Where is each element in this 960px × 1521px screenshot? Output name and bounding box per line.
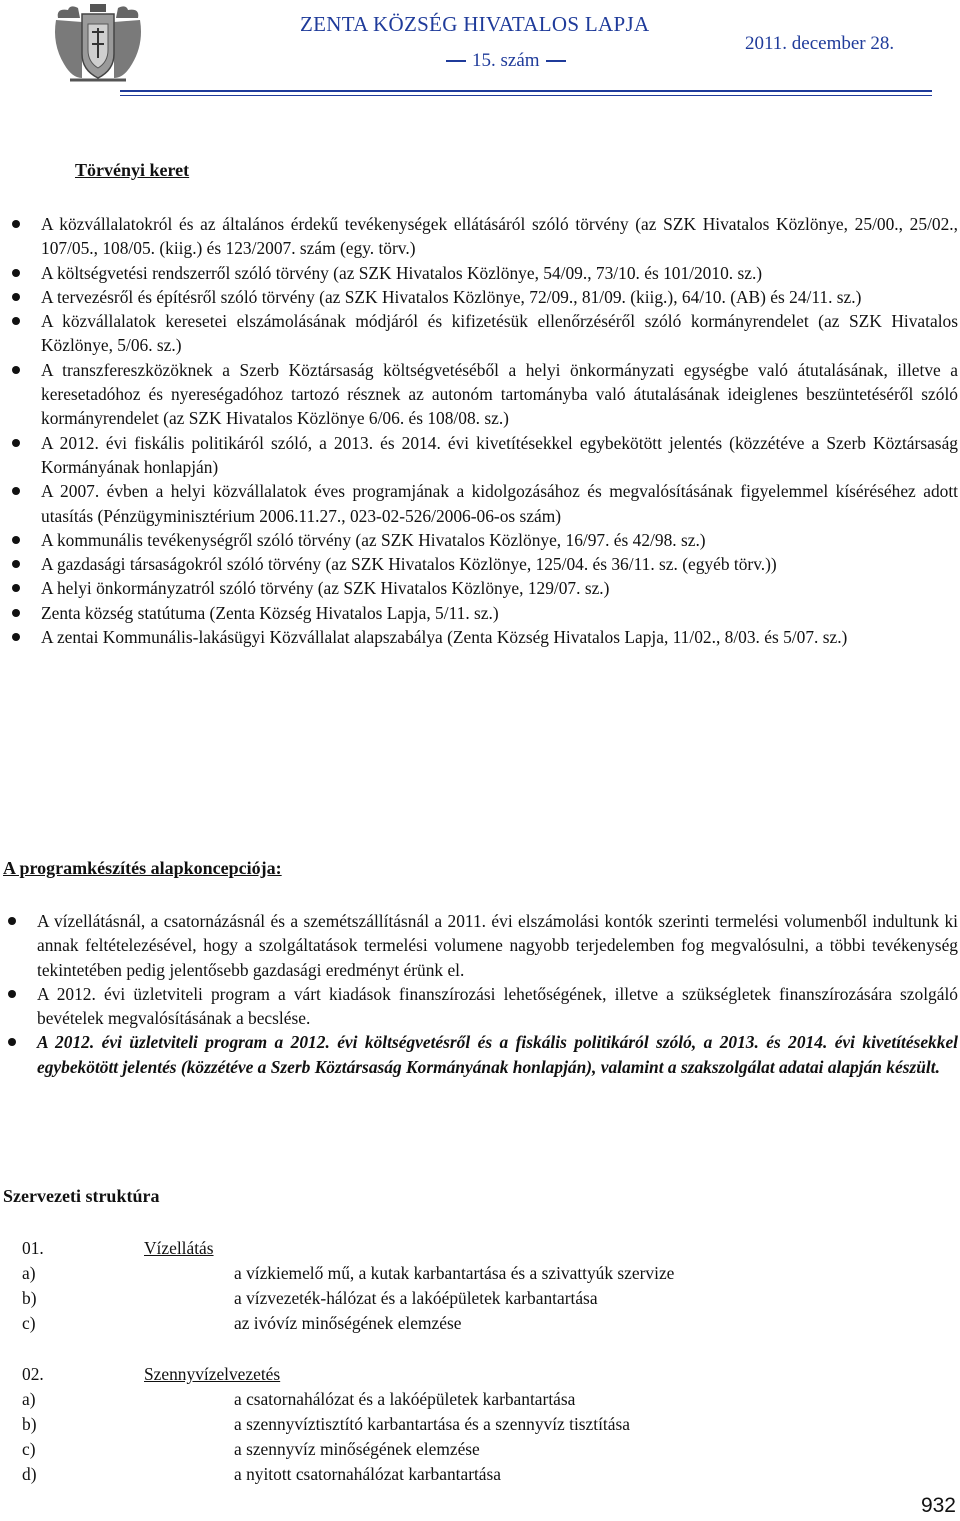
list-item: A 2012. évi üzletviteli program a 2012. évi költségvetésről és a fiskális politikáról szóló, a 2013. és 2014. évi kivetítésekkel egybekötött jelentés (közzétéve a Szerb Köztársaság Kormányának honlapján), valamint a szakszolgálat adatai alapján készült.	[37, 1030, 958, 1079]
list-item: A helyi önkormányzatról szóló törvény (az SZK Hivatalos Közlönye, 129/07. sz.)	[41, 576, 958, 600]
list-item: A kommunális tevékenységről szóló törvény (az SZK Hivatalos Közlönye, 16/97. és 42/98. sz.)	[41, 528, 958, 552]
bullet-icon	[12, 293, 20, 301]
coat-of-arms-icon	[52, 4, 144, 86]
heading-program-concept: A programkészítés alapkoncepciója:	[3, 858, 282, 878]
concept-list	[37, 909, 958, 1079]
heading-legal-framework: Törvényi keret	[75, 160, 190, 180]
header-date: 2011. december 28.	[745, 33, 895, 54]
bullet-icon	[12, 487, 20, 495]
header-rule-thin	[120, 95, 932, 96]
bullet-icon	[8, 1038, 16, 1046]
list-item: A 2012. évi fiskális politikáról szóló, a 2013. és 2014. évi kivetítésekkel egybekötött jelentés (közzétéve a Szerb Köztársaság Kormányának honlapján)	[41, 431, 958, 480]
bullet-icon	[12, 560, 20, 568]
list-item: A transzfereszközöknek a Szerb Köztársaság költségvetéséből a helyi önkormányzati egységbe való átutalásának, illetve a keresetadóhoz és nyereségadóhoz tartozó résznek az autonóm tartományba való átutalásának ideiglenes beszüntetéséről szóló kormányrendelet (az SZK Hivatalos Közlönye 6/06. és 108/08. sz.)	[41, 358, 958, 431]
group-number: 02.	[22, 1364, 44, 1384]
list-item: Zenta község statútuma (Zenta Község Hivatalos Lapja, 5/11. sz.)	[41, 601, 958, 625]
list-item: A 2012. évi üzletviteli program a várt kiadások finanszírozási lehetőségének, illetve a szükségletek finanszírozására szolgáló bevételek megvalósításának a becslése.	[37, 982, 958, 1031]
bullet-icon	[8, 917, 16, 925]
page-header	[0, 0, 960, 100]
bullet-icon	[12, 609, 20, 617]
list-item: A költségvetési rendszerről szóló törvény (az SZK Hivatalos Közlönye, 54/09., 73/10. és 101/2010. sz.)	[41, 261, 958, 285]
heading-org-structure: Szervezeti struktúra	[3, 1186, 160, 1206]
header-issue	[440, 50, 572, 72]
bullet-icon	[12, 366, 20, 374]
list-item: A közvállalatok keresetei elszámolásának módjáról és kifizetésük ellenőrzéséről szóló kormányrendelet (az SZK Hivatalos Közlönye, 5/06. sz.)	[41, 309, 958, 358]
bullet-icon	[12, 317, 20, 325]
bullet-icon	[12, 269, 20, 277]
group-title: Szennyvízelvezetés	[144, 1364, 281, 1384]
list-item: A zentai Kommunális-lakásügyi Közvállalat alapszabálya (Zenta Község Hivatalos Lapja, 11/02., 8/03. és 5/07. sz.)	[41, 625, 958, 649]
bullet-icon	[12, 633, 20, 641]
issue-number: 15. szám	[472, 50, 540, 71]
bullet-icon	[12, 536, 20, 544]
list-item: A tervezésről és építésről szóló törvény (az SZK Hivatalos Közlönye, 72/09., 81/09. (kiig.), 64/10. (AB) és 24/11. sz.)	[41, 285, 958, 309]
group-title: Vízellátás	[144, 1238, 214, 1258]
legal-framework-list	[41, 212, 958, 649]
list-item: A közvállalatokról és az általános érdekű tevékenységek ellátásáról szóló törvény (az SZK Hivatalos Közlönye, 25/00., 25/02., 107/05., 108/05. (kiig.) és 123/2007. szám (egy. törv.)	[41, 212, 958, 261]
dash-right-icon	[546, 60, 566, 62]
header-title: ZENTA KÖZSÉG HIVATALOS LAPJA	[300, 12, 650, 36]
list-item: A 2007. évben a helyi közvállalatok éves programjának a kidolgozásához és megvalósításának figyelemmel kíséréséhez adott utasítás (Pénzügyminisztérium 2006.11.27., 023-02-526/2006-06-os szám)	[41, 479, 958, 528]
dash-left-icon	[446, 60, 466, 62]
list-item: A vízellátásnál, a csatornázásnál és a szemétszállításnál a 2011. évi elszámolási kontók szerinti termelési volumenből indultunk ki annak feltételezésével, hogy a szolgáltatások termelési volumene nagyobb terjedelemben fog megvalósulni, a többi tevékenység tekintetében pedig jelentősebb gazdasági eredményt érünk el.	[37, 909, 958, 982]
bullet-icon	[12, 220, 20, 228]
bullet-icon	[12, 439, 20, 447]
list-item: A gazdasági társaságokról szóló törvény (az SZK Hivatalos Közlönye, 125/04. és 36/11. sz. (egyéb törv.))	[41, 552, 958, 576]
bullet-icon	[8, 990, 16, 998]
header-rule	[120, 90, 932, 92]
page-number: 932	[920, 1494, 956, 1517]
group-number: 01.	[22, 1238, 44, 1258]
bullet-icon	[12, 584, 20, 592]
